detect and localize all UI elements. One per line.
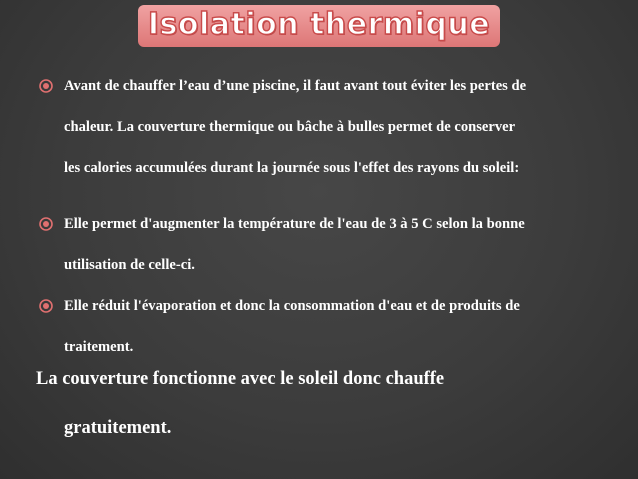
circled-bullet-icon	[38, 78, 54, 94]
conclusion-line: La couverture fonctionne avec le soleil donc chauffe	[36, 369, 445, 389]
bullet-line: les calories accumulées durant la journée sous l'effet des rayons du soleil:	[64, 160, 520, 176]
bullet-line: Avant de chauffer l’eau d’une piscine, il faut avant tout éviter les pertes de	[64, 78, 527, 94]
circled-bullet-icon	[38, 298, 54, 314]
circled-bullet-icon	[38, 216, 54, 232]
bullet-line: Elle réduit l'évaporation et donc la consommation d'eau et de produits de	[64, 298, 520, 314]
bullet-line: Elle permet d'augmenter la température de l'eau de 3 à 5 C selon la bonne	[64, 216, 525, 232]
slide-title	[0, 5, 638, 49]
conclusion-line: gratuitement.	[64, 418, 172, 438]
slide-title-text: Isolation thermique	[138, 5, 500, 47]
bullet-line: traitement.	[64, 339, 134, 355]
bullet-line: utilisation de celle-ci.	[64, 257, 195, 273]
bullet-line: chaleur. La couverture thermique ou bâche à bulles permet de conserver	[64, 119, 516, 135]
